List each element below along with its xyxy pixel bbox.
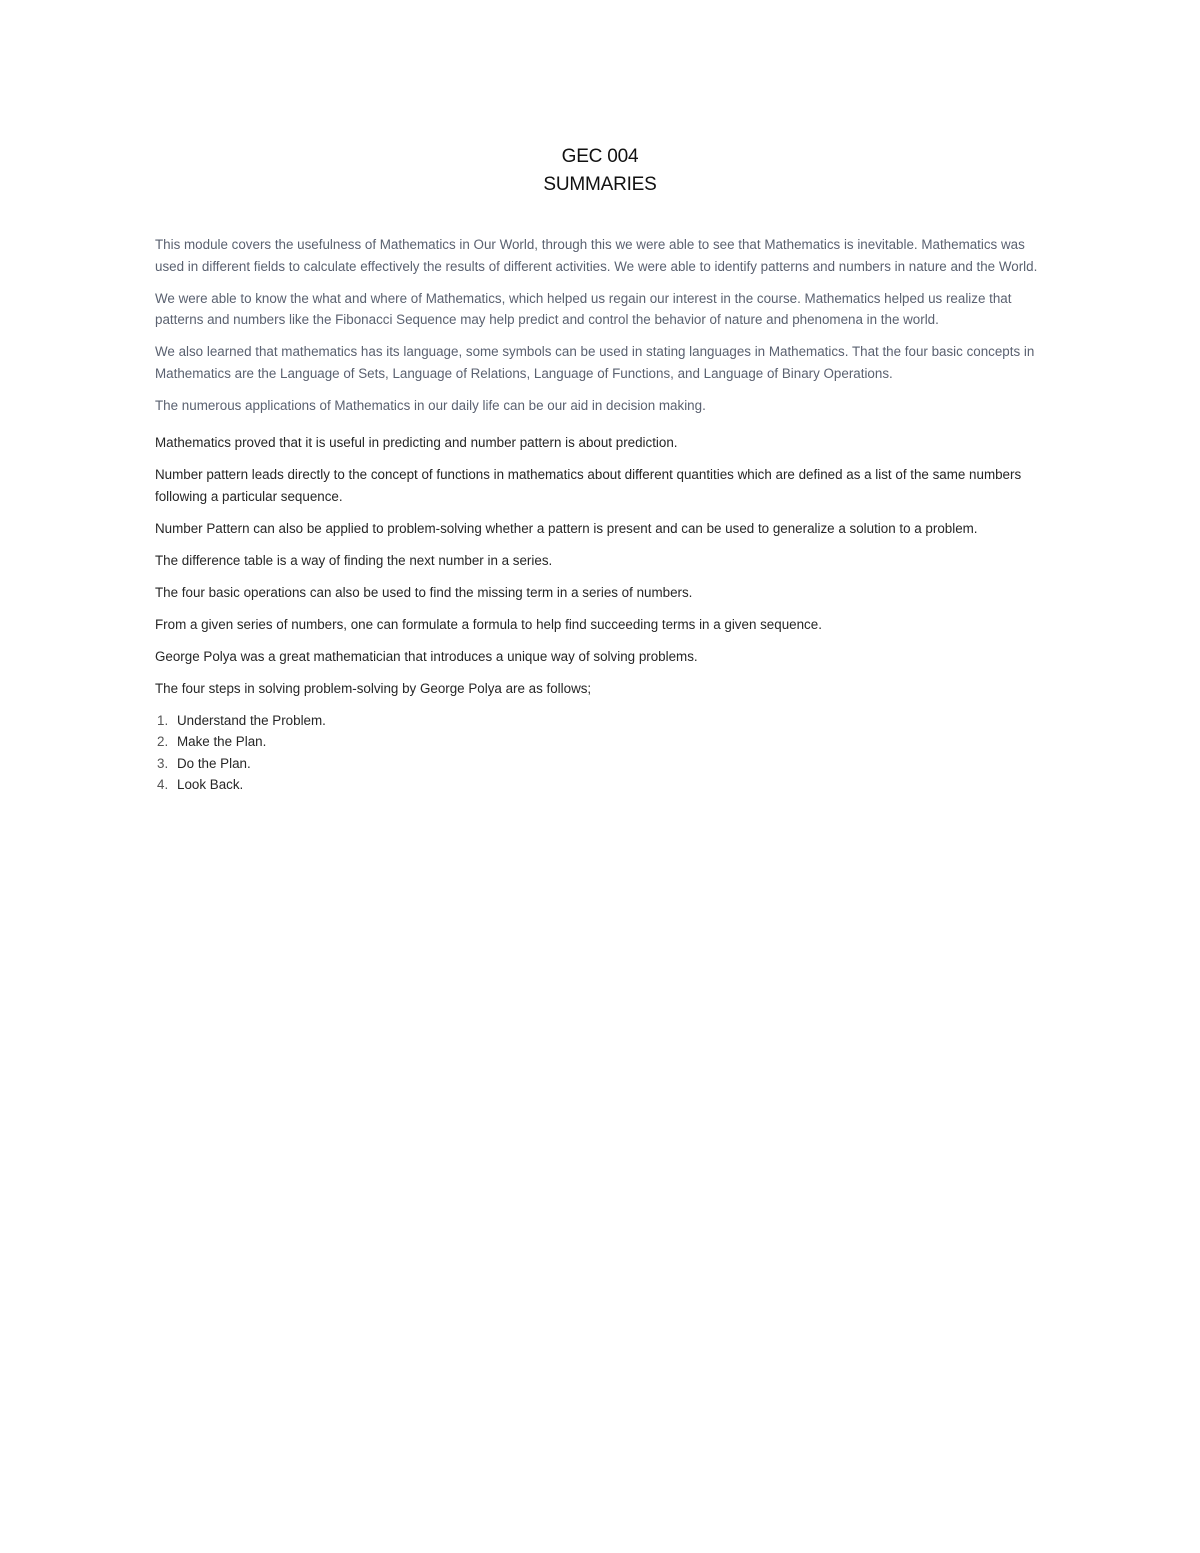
list-item [155,753,1055,775]
intro-paragraph: We also learned that mathematics has its language, some symbols can be used in stating languages in Mathematics. That the four basic concepts in Mathematics are the Language of Sets, Language of Relations, Language of Functions, and Language of Binary Operations. [155,344,1035,381]
body-paragraph: Mathematics proved that it is useful in predicting and number pattern is about prediction. [155,435,678,450]
list-item-number: 4. [157,777,169,793]
list-item [155,710,1055,732]
list-item [155,731,1055,753]
body-paragraph: George Polya was a great mathematician that introduces a unique way of solving problems. [155,648,698,664]
body-paragraph: Number pattern leads directly to the concept of functions in mathematics about different quantities which are defined as a list of the same numbers following a particular sequence. [155,467,1022,504]
list-item-text: Make the Plan. [177,734,267,750]
list-item-number: 2. [157,734,169,750]
body-paragraph: The difference table is a way of finding the next number in a series. [155,552,553,568]
body-section [155,432,1055,699]
body-paragraph: Number Pattern can also be applied to problem-solving whether a pattern is present and can be used to generalize a solution to a problem. [155,520,978,536]
list-item-number: 3. [157,755,169,771]
intro-paragraph: The numerous applications of Mathematics in our daily life can be our aid in decision making. [155,397,706,413]
document-content [155,234,1055,796]
intro-paragraph: We were able to know the what and where of Mathematics, which helped us regain our interest in the course. Mathematics helped us realize that patterns and numbers like the Fibonacci Sequence may help predict and control the behavior of nature and phenomena in the world. [155,290,1012,327]
intro-section [155,234,1055,416]
polya-steps-list [155,710,1055,796]
list-item [155,774,1055,796]
document-title [0,143,1200,199]
body-paragraph: The four basic operations can also be used to find the missing term in a series of numbers. [155,584,693,600]
body-paragraph: From a given series of numbers, one can formulate a formula to help find succeeding terms in a given sequence. [155,616,822,632]
list-item-text: Understand the Problem. [177,712,326,728]
list-item-text: Do the Plan. [177,755,251,771]
body-paragraph: The four steps in solving problem-solving by George Polya are as follows; [155,680,592,696]
intro-paragraph: This module covers the usefulness of Mathematics in Our World, through this we were able to see that Mathematics is inevitable. Mathematics was used in different fields to calculate effectively the results of different activities. We were able to identify patterns and numbers in nature and the World. [155,237,1038,274]
title-summaries: SUMMARIES [543,174,657,195]
list-item-text: Look Back. [177,777,244,793]
title-course-code: GEC 004 [561,146,639,167]
list-item-number: 1. [157,712,169,728]
